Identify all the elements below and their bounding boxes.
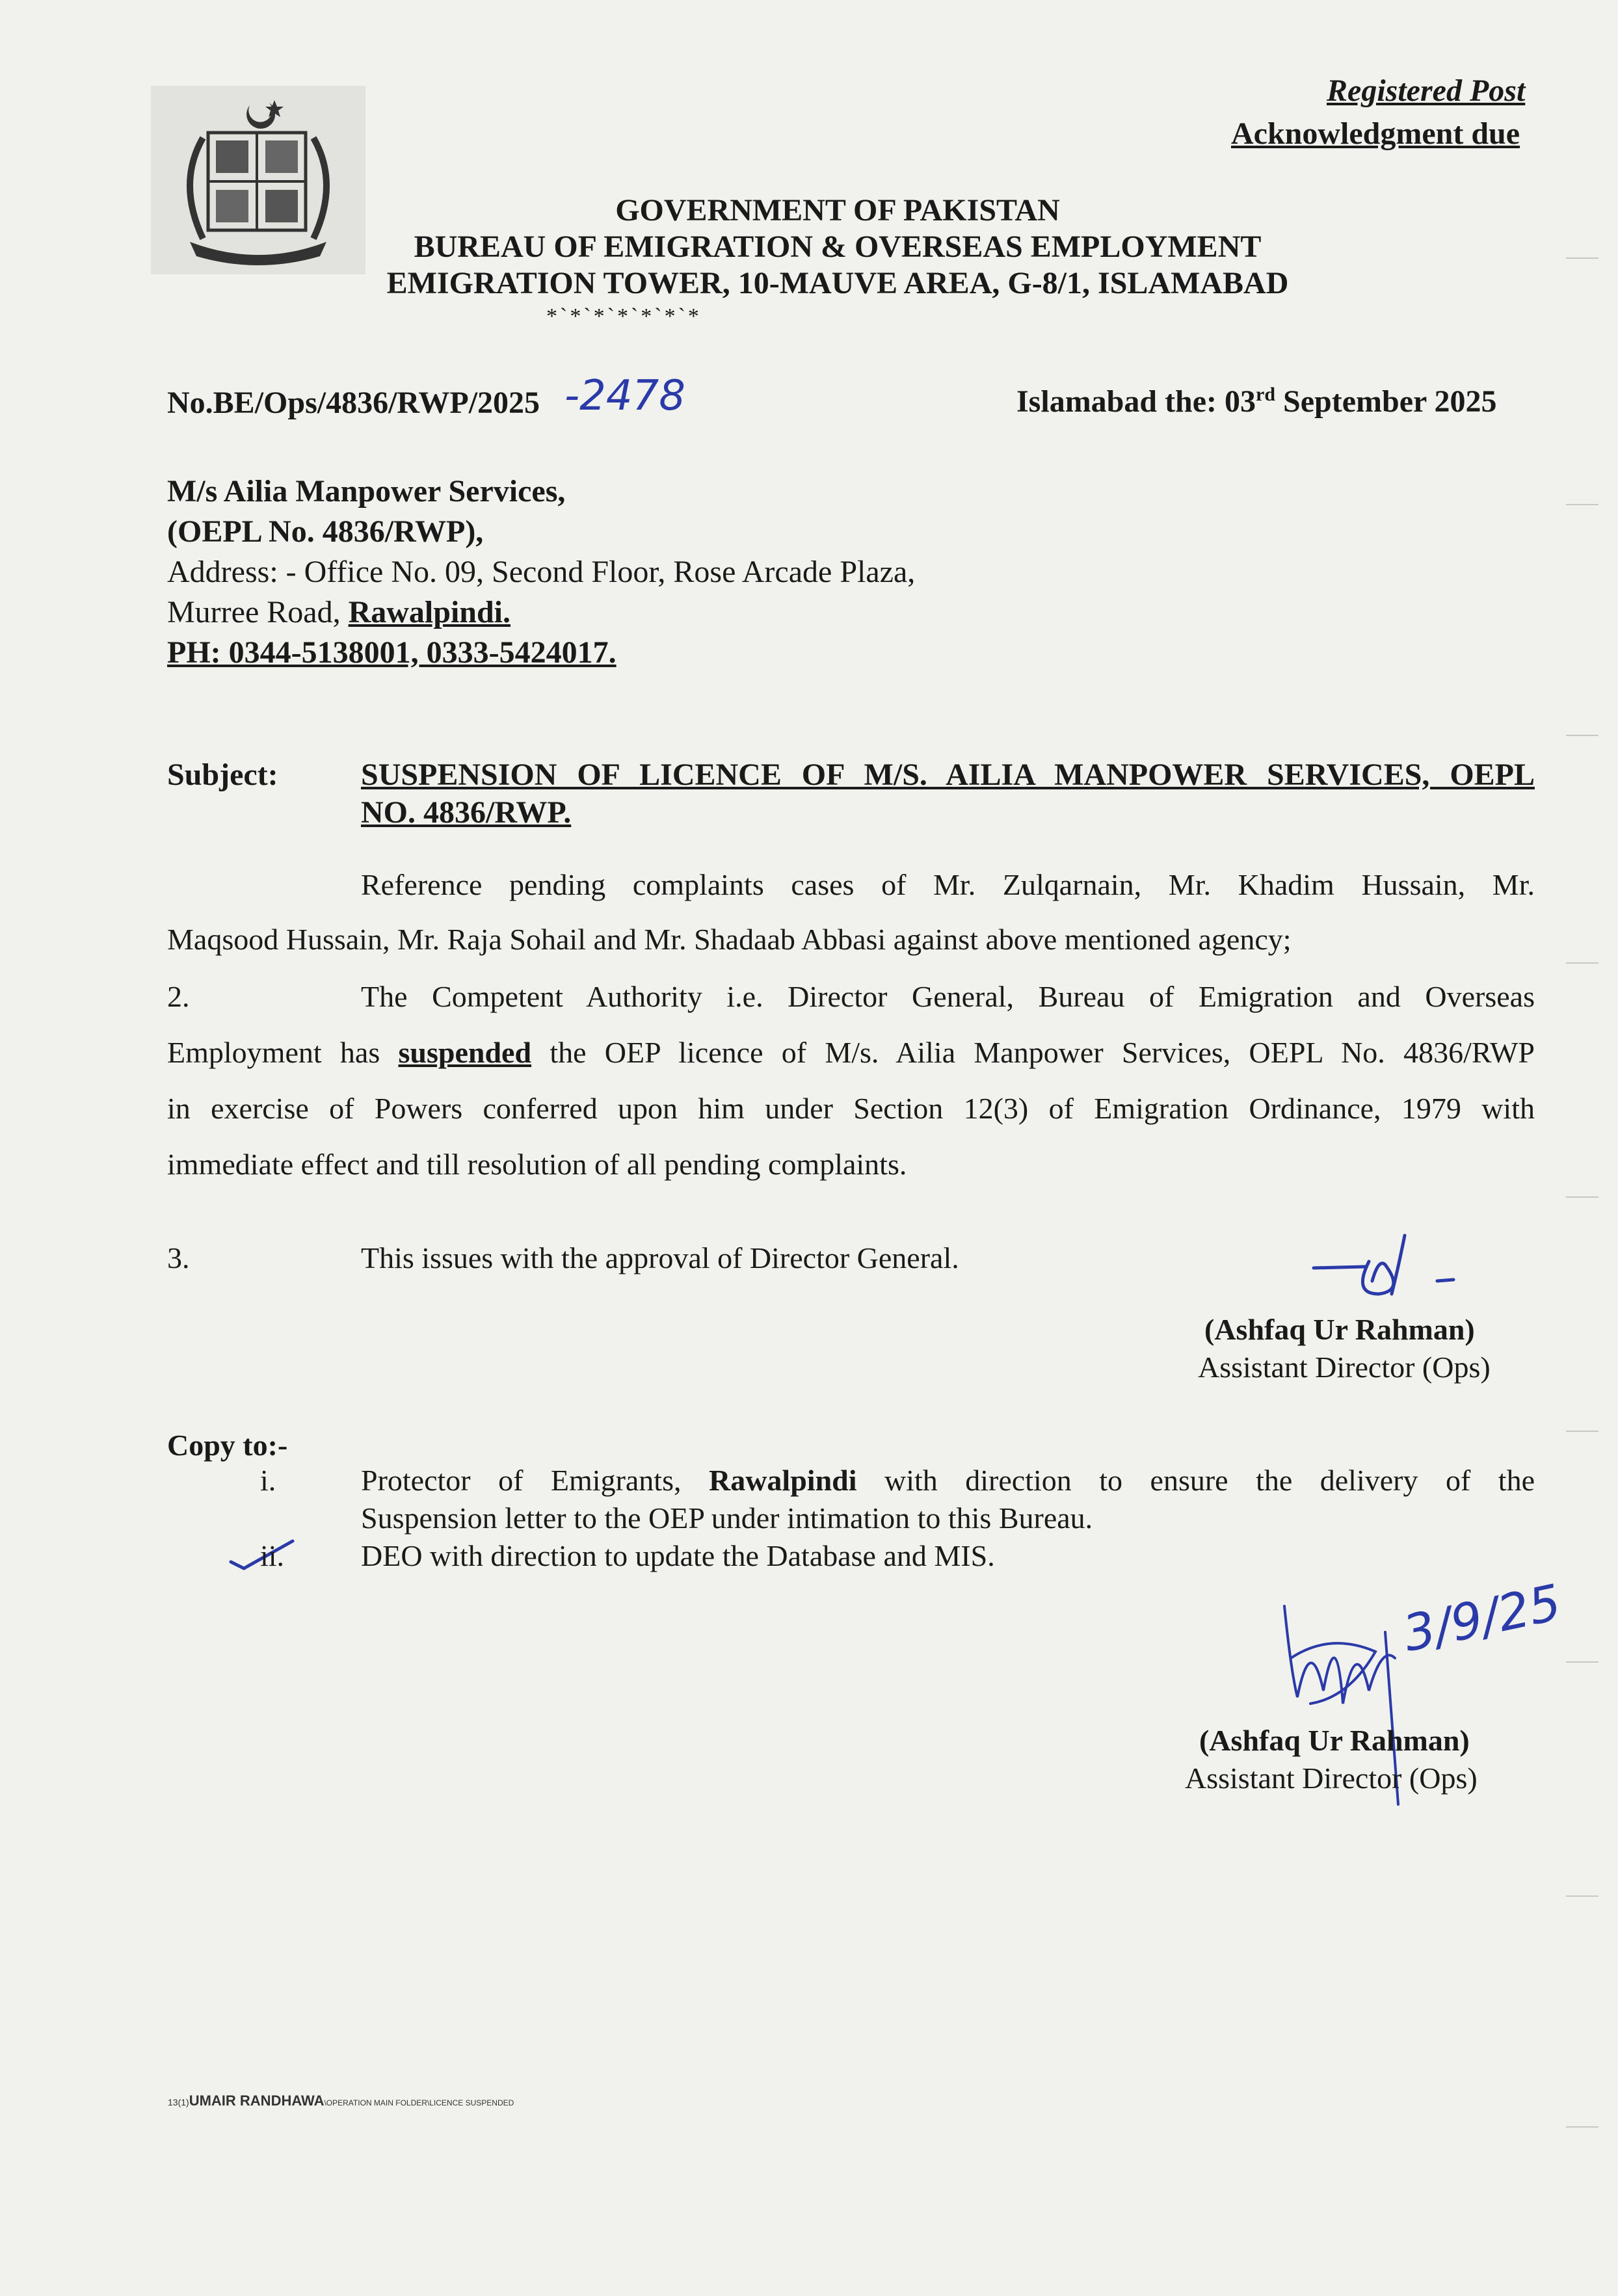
copy-item-2-line1: DEO with direction to update the Database and MIS. [361,1539,995,1572]
scan-mark [1566,2126,1598,2128]
addressee-name: M/s Ailia Manpower Services, [167,474,566,508]
handwritten-dispatch-number: -2478 [564,372,685,420]
para3-number: 3. [167,1241,190,1274]
addressee-city-line: Murree Road, Rawalpindi. [167,595,511,629]
para2-line4: immediate effect and till resolution of all pending complaints. [167,1148,907,1181]
para2-line2: Employment has suspended the OEP licence of M/s. Ailia Manpower Services, OEPL No. 4836/RWP [167,1036,1535,1069]
subject-line-1: SUSPENSION OF LICENCE OF M/S. AILIA MANPOWER SERVICES, OEPL [361,758,1535,792]
copy-item-1-line1: Protector of Emigrants, Rawalpindi with direction to ensure the delivery of the [361,1464,1535,1497]
para1-line1: Reference pending complaints cases of Mr. Zulqarnain, Mr. Khadim Hussain, Mr. [361,868,1535,901]
registered-post-label: Registered Post [1327,73,1526,108]
scan-mark [1566,504,1598,505]
header-stars: *`*`*`*`*`*`* [546,304,702,328]
signatory-1-title: Assistant Director (Ops) [1198,1351,1491,1384]
letter-date: Islamabad the: 03rd September 2025 [1016,384,1497,419]
org-government: GOVERNMENT OF PAKISTAN [615,193,1060,228]
scan-mark [1566,1661,1598,1663]
para1-line2: Maqsood Hussain, Mr. Raja Sohail and Mr. Shadaab Abbasi against above mentioned agency; [167,923,1292,956]
copy-item-1-number: i. [260,1464,276,1497]
handwritten-signature-1 [1307,1229,1470,1313]
copy-to-label: Copy to:- [167,1429,288,1462]
scan-mark [1566,1196,1598,1198]
scan-mark [1566,257,1598,259]
signatory-2-title: Assistant Director (Ops) [1185,1762,1478,1795]
reference-number: No.BE/Ops/4836/RWP/2025 [167,386,540,420]
handwritten-signature-date: 3/9/25 [1398,1573,1566,1663]
addressee-address: Address: - Office No. 09, Second Floor, Rose Arcade Plaza, [167,555,916,589]
scan-mark [1566,962,1598,964]
org-address: EMIGRATION TOWER, 10-MAUVE AREA, G-8/1, ISLAMABAD [386,266,1289,300]
signatory-1-name: (Ashfaq Ur Rahman) [1204,1313,1475,1346]
addressee-licence: (OEPL No. 4836/RWP), [167,514,484,549]
para2-line1: The Competent Authority i.e. Director General, Bureau of Emigration and Overseas [361,980,1535,1013]
para2-number: 2. [167,980,190,1013]
copy-item-2-number: ii. [260,1539,285,1572]
scan-mark [1566,1895,1598,1897]
para3-text: This issues with the approval of Director General. [361,1241,959,1274]
subject-line-2: NO. 4836/RWP. [361,795,572,830]
signatory-2-name: (Ashfaq Ur Rahman) [1199,1724,1470,1757]
addressee-phone: PH: 0344-5138001, 0333-5424017. [167,635,617,670]
scan-mark [1566,735,1598,736]
org-bureau: BUREAU OF EMIGRATION & OVERSEAS EMPLOYMENT [414,230,1262,264]
footer-file-path: 13(1)UMAIR RANDHAWA\OPERATION MAIN FOLDER\LICENCE SUSPENDED [168,2092,514,2109]
subject-label: Subject: [167,758,278,792]
copy-item-1-line2: Suspension letter to the OEP under intimation to this Bureau. [361,1501,1093,1535]
scan-mark [1566,1431,1598,1432]
acknowledgment-due-label: Acknowledgment due [1231,116,1520,151]
para2-line3: in exercise of Powers conferred upon him under Section 12(3) of Emigration Ordinance, 1979 with [167,1092,1535,1125]
